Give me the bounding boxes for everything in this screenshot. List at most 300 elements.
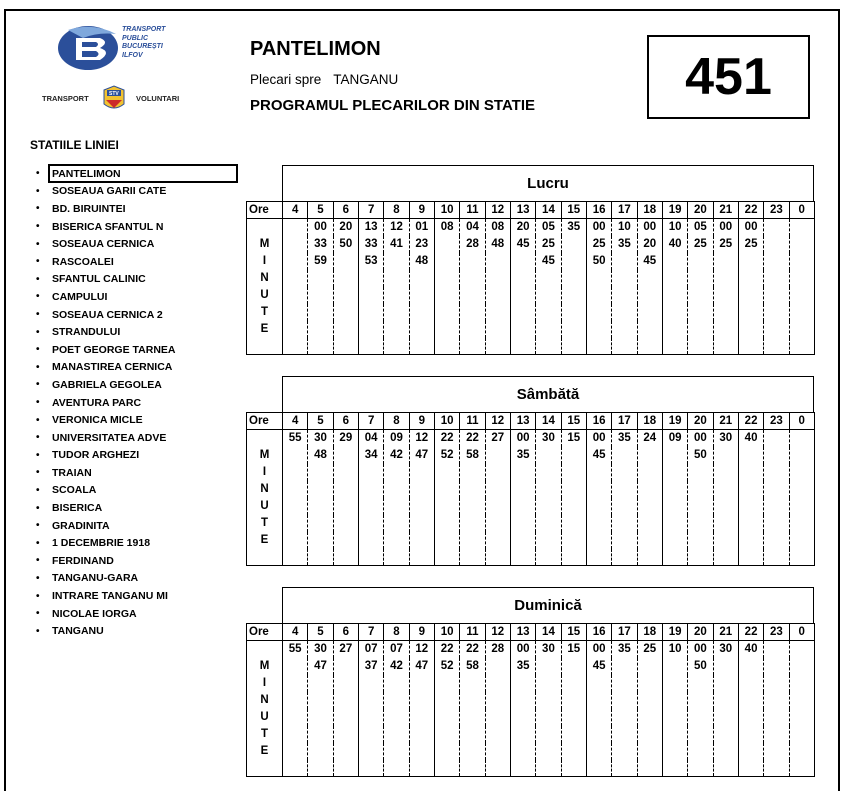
minute-cell	[358, 692, 383, 709]
minutes-label-letter: E	[247, 321, 283, 338]
minute-cell	[789, 743, 814, 760]
minute-cell	[485, 321, 510, 338]
minute-cell	[536, 447, 561, 464]
minute-cell	[561, 481, 586, 498]
minute-cell	[713, 498, 738, 515]
minute-cell	[612, 498, 637, 515]
minute-cell	[485, 675, 510, 692]
bullet-icon: •	[36, 203, 40, 215]
minute-cell	[409, 321, 434, 338]
minute-cell	[789, 515, 814, 532]
minute-cell: 10	[662, 219, 687, 236]
minute-cell: 48	[308, 447, 333, 464]
hours-label: Ore	[247, 202, 283, 219]
hour-cell: 6	[333, 624, 358, 641]
minute-cell	[764, 760, 789, 777]
minute-cell	[384, 498, 409, 515]
minute-cell	[662, 658, 687, 675]
minutes-row	[247, 219, 815, 236]
minute-cell	[713, 692, 738, 709]
minutes-row	[247, 549, 815, 566]
minute-cell	[561, 726, 586, 743]
minute-cell	[460, 253, 485, 270]
minute-cell	[485, 287, 510, 304]
minute-cell	[536, 726, 561, 743]
stops-list	[36, 165, 175, 640]
minute-cell: 45	[637, 253, 662, 270]
minute-cell	[536, 287, 561, 304]
minute-cell	[688, 498, 713, 515]
minute-cell: 30	[536, 430, 561, 447]
hour-cell: 18	[637, 413, 662, 430]
minutes-label-letter: I	[247, 464, 283, 481]
minute-cell	[510, 304, 535, 321]
stop-item	[36, 622, 175, 640]
minute-cell	[434, 675, 459, 692]
hour-cell: 6	[333, 413, 358, 430]
minute-cell	[460, 498, 485, 515]
minute-cell: 27	[485, 430, 510, 447]
bullet-icon: •	[36, 361, 40, 373]
minute-cell	[308, 760, 333, 777]
stop-name: FERDINAND	[52, 554, 114, 567]
minute-cell	[738, 447, 763, 464]
minute-cell	[789, 287, 814, 304]
logo-badge-text: STV	[109, 91, 119, 97]
minute-cell	[434, 532, 459, 549]
minute-cell	[612, 532, 637, 549]
minute-cell	[764, 219, 789, 236]
stop-name: TANGANU-GARA	[52, 572, 139, 585]
minute-cell	[688, 675, 713, 692]
minutes-row	[247, 743, 815, 760]
stop-item	[36, 464, 175, 482]
minute-cell	[510, 481, 535, 498]
minute-cell	[586, 675, 611, 692]
minute-cell: 35	[561, 219, 586, 236]
minute-cell	[561, 447, 586, 464]
hour-cell: 6	[333, 202, 358, 219]
minute-cell: 24	[637, 430, 662, 447]
minute-cell	[333, 532, 358, 549]
minute-cell	[536, 743, 561, 760]
minute-cell	[510, 760, 535, 777]
minute-cell	[384, 304, 409, 321]
minute-cell	[713, 658, 738, 675]
minute-cell: 07	[384, 641, 409, 658]
minutes-label-letter: E	[247, 743, 283, 760]
minute-cell	[358, 549, 383, 566]
minutes-row	[247, 338, 815, 355]
minute-cell: 13	[358, 219, 383, 236]
minute-cell	[612, 658, 637, 675]
minute-cell	[460, 270, 485, 287]
hour-cell: 17	[612, 413, 637, 430]
minutes-row	[247, 447, 815, 464]
minute-cell	[434, 464, 459, 481]
minute-cell: 47	[308, 658, 333, 675]
minute-cell: 52	[434, 658, 459, 675]
hour-cell: 15	[561, 202, 586, 219]
minute-cell	[713, 515, 738, 532]
minute-cell	[460, 481, 485, 498]
bullet-icon: •	[36, 590, 40, 602]
minute-cell: 55	[283, 430, 308, 447]
minute-cell: 15	[561, 641, 586, 658]
minute-cell	[358, 760, 383, 777]
minute-cell	[662, 447, 687, 464]
day-title: Sâmbătă	[282, 376, 814, 412]
minute-cell	[612, 743, 637, 760]
stop-item	[36, 271, 175, 289]
minutes-row	[247, 464, 815, 481]
minute-cell: 37	[358, 658, 383, 675]
minute-cell	[764, 658, 789, 675]
stop-item	[36, 218, 175, 236]
minute-cell	[738, 270, 763, 287]
minute-cell	[789, 447, 814, 464]
minute-cell	[384, 515, 409, 532]
hour-cell: 16	[586, 202, 611, 219]
minute-cell	[409, 549, 434, 566]
minute-cell	[485, 532, 510, 549]
minute-cell	[460, 692, 485, 709]
bullet-icon: •	[36, 397, 40, 409]
minute-cell	[283, 532, 308, 549]
minute-cell	[308, 709, 333, 726]
stop-name: UNIVERSITATEA ADVE	[52, 431, 167, 444]
minute-cell	[662, 481, 687, 498]
minute-cell	[358, 726, 383, 743]
minute-cell	[738, 658, 763, 675]
minute-cell	[485, 515, 510, 532]
minute-cell	[283, 447, 308, 464]
hour-cell: 8	[384, 624, 409, 641]
hour-cell: 5	[308, 413, 333, 430]
minute-cell	[283, 675, 308, 692]
hour-cell: 17	[612, 202, 637, 219]
bullet-icon: •	[36, 502, 40, 514]
minute-cell	[409, 481, 434, 498]
minute-cell	[333, 709, 358, 726]
minute-cell	[764, 338, 789, 355]
minutes-label-empty	[247, 338, 283, 355]
minute-cell	[789, 641, 814, 658]
minute-cell	[586, 338, 611, 355]
minute-cell	[308, 549, 333, 566]
minute-cell	[510, 549, 535, 566]
minutes-row	[247, 709, 815, 726]
minute-cell	[561, 253, 586, 270]
minute-cell	[738, 532, 763, 549]
minute-cell	[764, 709, 789, 726]
minute-cell: 29	[333, 430, 358, 447]
stop-name: MANASTIREA CERNICA	[52, 361, 173, 374]
minute-cell: 41	[384, 236, 409, 253]
minute-cell	[561, 658, 586, 675]
minute-cell	[789, 532, 814, 549]
bullet-icon: •	[36, 555, 40, 567]
minute-cell	[460, 549, 485, 566]
minute-cell	[738, 675, 763, 692]
minute-cell	[536, 675, 561, 692]
stop-name: VERONICA MICLE	[52, 414, 143, 427]
minute-cell: 58	[460, 658, 485, 675]
minute-cell	[662, 675, 687, 692]
minute-cell	[561, 675, 586, 692]
minute-cell	[561, 515, 586, 532]
minute-cell	[308, 270, 333, 287]
minute-cell	[536, 709, 561, 726]
minute-cell	[612, 321, 637, 338]
minute-cell	[308, 692, 333, 709]
minute-cell	[536, 498, 561, 515]
minute-cell	[510, 253, 535, 270]
stop-item	[36, 447, 175, 465]
minute-cell	[384, 287, 409, 304]
program-title: PROGRAMUL PLECARILOR DIN STATIE	[250, 97, 535, 114]
hour-cell: 13	[510, 413, 535, 430]
minute-cell: 20	[637, 236, 662, 253]
minute-cell	[738, 760, 763, 777]
minute-cell	[358, 743, 383, 760]
bullet-icon: •	[36, 326, 40, 338]
minute-cell	[764, 498, 789, 515]
hour-cell: 11	[460, 413, 485, 430]
minute-cell	[510, 515, 535, 532]
minute-cell	[789, 430, 814, 447]
minute-cell	[662, 498, 687, 515]
minute-cell	[713, 675, 738, 692]
hour-cell: 16	[586, 413, 611, 430]
minute-cell: 00	[308, 219, 333, 236]
minute-cell	[688, 338, 713, 355]
minute-cell: 50	[586, 253, 611, 270]
minute-cell: 00	[510, 430, 535, 447]
hour-cell: 13	[510, 202, 535, 219]
stop-name: BD. BIRUINTEI	[52, 202, 126, 215]
minutes-label-letter: U	[247, 709, 283, 726]
minute-cell	[662, 532, 687, 549]
minute-cell	[789, 675, 814, 692]
minute-cell	[384, 464, 409, 481]
minute-cell: 09	[384, 430, 409, 447]
minutes-label-letter: M	[247, 658, 283, 675]
hour-cell: 19	[662, 202, 687, 219]
minute-cell	[536, 692, 561, 709]
minute-cell	[637, 760, 662, 777]
minute-cell	[713, 760, 738, 777]
minute-cell	[510, 464, 535, 481]
minute-cell	[764, 641, 789, 658]
minute-cell	[384, 481, 409, 498]
hour-cell: 11	[460, 624, 485, 641]
minute-cell	[333, 464, 358, 481]
minute-cell	[283, 658, 308, 675]
minute-cell	[789, 726, 814, 743]
minute-cell	[409, 709, 434, 726]
minute-cell	[333, 675, 358, 692]
minute-cell	[789, 709, 814, 726]
current-stop-highlight	[48, 164, 238, 183]
minutes-row	[247, 532, 815, 549]
minute-cell: 25	[586, 236, 611, 253]
minute-cell: 35	[612, 641, 637, 658]
stop-name: TANGANU	[52, 625, 104, 638]
stop-name: PANTELIMON	[52, 167, 121, 180]
minute-cell: 58	[460, 447, 485, 464]
minute-cell	[333, 447, 358, 464]
minute-cell	[586, 532, 611, 549]
minute-cell	[637, 270, 662, 287]
stop-item	[36, 411, 175, 429]
bullet-icon: •	[36, 238, 40, 250]
minute-cell	[713, 253, 738, 270]
minute-cell	[485, 481, 510, 498]
minute-cell	[333, 253, 358, 270]
logo-name-text: TRANSPORT PUBLIC BUCUREȘTI ILFOV	[122, 26, 166, 59]
minute-cell	[283, 287, 308, 304]
minute-cell	[789, 481, 814, 498]
minute-cell	[561, 236, 586, 253]
minute-cell: 12	[409, 641, 434, 658]
minute-cell	[485, 743, 510, 760]
minute-cell: 01	[409, 219, 434, 236]
minute-cell	[308, 675, 333, 692]
hour-cell: 18	[637, 624, 662, 641]
minute-cell	[637, 692, 662, 709]
minute-cell	[688, 464, 713, 481]
bullet-icon: •	[36, 572, 40, 584]
minute-cell	[283, 236, 308, 253]
minute-cell	[384, 253, 409, 270]
minute-cell	[384, 743, 409, 760]
minute-cell	[485, 270, 510, 287]
minute-cell: 59	[308, 253, 333, 270]
minutes-row	[247, 304, 815, 321]
minute-cell	[510, 270, 535, 287]
minute-cell: 00	[586, 219, 611, 236]
minute-cell	[485, 692, 510, 709]
minute-cell	[789, 692, 814, 709]
bullet-icon: •	[36, 185, 40, 197]
minute-cell	[789, 338, 814, 355]
stop-item	[36, 376, 175, 394]
minute-cell	[308, 481, 333, 498]
minute-cell: 08	[434, 219, 459, 236]
minute-cell	[586, 464, 611, 481]
minute-cell	[637, 532, 662, 549]
minute-cell	[308, 743, 333, 760]
minute-cell	[536, 464, 561, 481]
minute-cell	[283, 481, 308, 498]
bullet-icon: •	[36, 414, 40, 426]
minute-cell	[308, 532, 333, 549]
minute-cell	[662, 760, 687, 777]
minute-cell	[460, 464, 485, 481]
minute-cell: 25	[536, 236, 561, 253]
minute-cell	[764, 447, 789, 464]
minute-cell	[612, 515, 637, 532]
minute-cell	[434, 726, 459, 743]
minute-cell	[586, 709, 611, 726]
minute-cell	[460, 743, 485, 760]
minute-cell	[333, 481, 358, 498]
minute-cell	[510, 709, 535, 726]
minute-cell	[384, 760, 409, 777]
minute-cell	[688, 726, 713, 743]
minute-cell	[789, 270, 814, 287]
minute-cell	[713, 447, 738, 464]
minute-cell	[561, 498, 586, 515]
minute-cell	[384, 338, 409, 355]
minute-cell	[713, 287, 738, 304]
hours-label: Ore	[247, 624, 283, 641]
minute-cell	[688, 692, 713, 709]
minute-cell	[358, 498, 383, 515]
minute-cell: 50	[688, 447, 713, 464]
hour-cell: 10	[434, 413, 459, 430]
hour-cell: 8	[384, 413, 409, 430]
minute-cell: 35	[612, 430, 637, 447]
schedule-grid	[246, 623, 815, 777]
stop-name: CAMPULUI	[52, 290, 108, 303]
minute-cell	[409, 726, 434, 743]
minute-cell	[688, 270, 713, 287]
minute-cell: 09	[662, 430, 687, 447]
minute-cell	[637, 675, 662, 692]
minute-cell	[434, 236, 459, 253]
minute-cell	[333, 549, 358, 566]
stop-item	[36, 253, 175, 271]
minute-cell	[561, 321, 586, 338]
minute-cell	[688, 287, 713, 304]
minute-cell	[789, 253, 814, 270]
hour-cell: 4	[283, 413, 308, 430]
bullet-icon: •	[36, 537, 40, 549]
stops-heading: STATIILE LINIEI	[30, 138, 119, 152]
minute-cell	[308, 464, 333, 481]
minute-cell: 25	[713, 236, 738, 253]
stop-name: SOSEAUA CERNICA	[52, 238, 155, 251]
minutes-row	[247, 658, 815, 675]
minute-cell	[738, 692, 763, 709]
schedule-grid	[246, 412, 815, 566]
bullet-icon: •	[36, 608, 40, 620]
minute-cell	[283, 270, 308, 287]
minute-cell: 00	[586, 430, 611, 447]
minute-cell	[662, 287, 687, 304]
stop-item	[36, 552, 175, 570]
stop-name: GABRIELA GEGOLEA	[52, 378, 162, 391]
minutes-label-empty	[247, 549, 283, 566]
minute-cell	[434, 498, 459, 515]
stop-item	[36, 605, 175, 623]
minute-cell	[409, 515, 434, 532]
minute-cell: 22	[460, 641, 485, 658]
hour-cell: 4	[283, 202, 308, 219]
stop-name: RASCOALEI	[52, 255, 114, 268]
bullet-icon: •	[36, 520, 40, 532]
minute-cell	[637, 338, 662, 355]
minutes-label-letter: M	[247, 447, 283, 464]
minute-cell	[358, 338, 383, 355]
minute-cell	[713, 709, 738, 726]
stop-name: AVENTURA PARC	[52, 396, 142, 409]
minute-cell	[586, 481, 611, 498]
minute-cell	[536, 658, 561, 675]
minute-cell: 40	[738, 641, 763, 658]
